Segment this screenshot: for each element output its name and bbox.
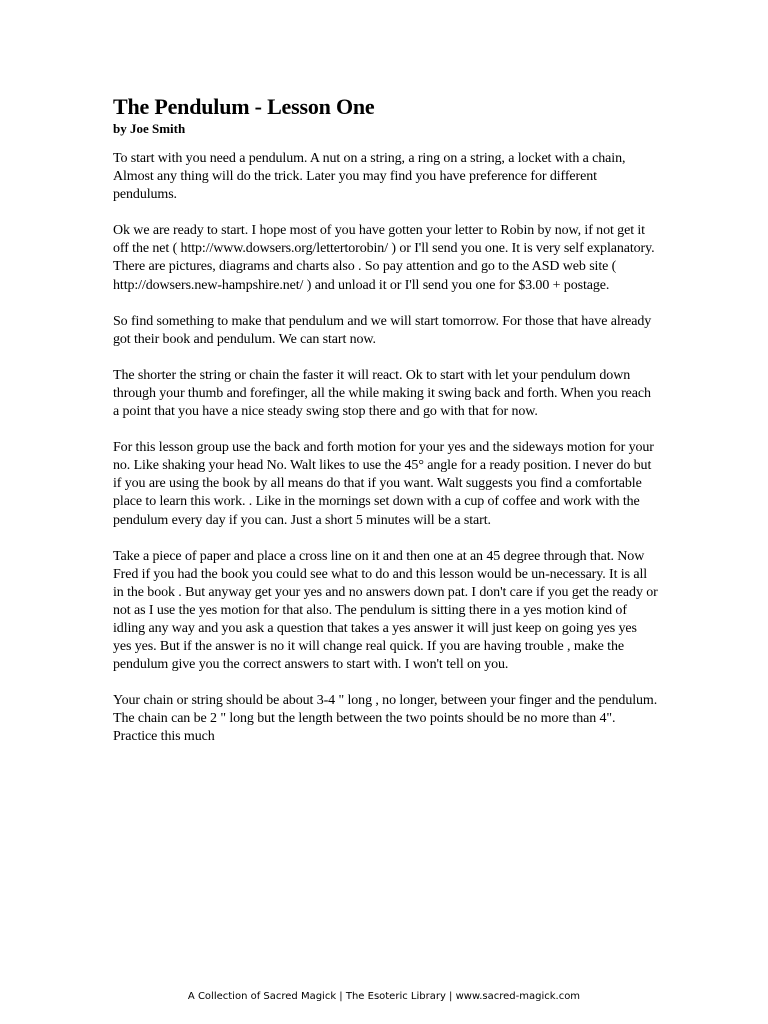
- paragraph-6: Take a piece of paper and place a cross line on it and then one at an 45 degree through that. Now Fred if you had the book you could see what to do and this lesson would be un-necessary. It is all in the book . But anyway get your yes and no answers down pat. I don't care if you get the ready or not as I use the yes motion for that also. The pendulum is sitting there in a yes motion kind of idling any way and you ask a question that takes a yes answer it will just keep on going yes yes yes yes. But if the answer is no it will change real quick. If you are having trouble , make the pendulum give you the correct answers to start with. I won't tell on you.: [113, 548, 658, 673]
- author-byline: by Joe Smith: [113, 121, 186, 136]
- page-footer: A Collection of Sacred Magick | The Esoteric Library | www.sacred-magick.com: [187, 991, 581, 1002]
- page-title: The Pendulum - Lesson One: [113, 94, 375, 119]
- paragraph-4: The shorter the string or chain the faster it will react. Ok to start with let your pendulum down through your thumb and forefinger, all the while making it swing back and forth. When you reach a point that you have a nice steady swing stop there and go with that for now.: [113, 367, 651, 420]
- paragraph-2: Ok we are ready to start. I hope most of you have gotten your letter to Robin by now, if not get it off the net ( http://www.dowsers.org/lettertorobin/ ) or I'll send you one. It is very self explanatory. There are pictures, diagrams and charts also . So pay attention and go to the ASD web site ( http://dowsers.new-hampshire.net/ ) and unload it or I'll send you one for $3.00 + postage.: [113, 223, 655, 293]
- article-body: [113, 94, 658, 765]
- paragraph-3: So find something to make that pendulum and we will start tomorrow. For those that have already got their book and pendulum. We can start now.: [113, 313, 652, 347]
- paragraph-5: For this lesson group use the back and forth motion for your yes and the sideways motion for your no. Like shaking your head No. Walt likes to use the 45° angle for a ready position. I never do but if you are using the book by all means do that if you want. Walt suggests you find a comfortable place to learn this work. . Like in the mornings set down with a cup of coffee and work with the pendulum every day if you can. Just a short 5 minutes will be a start.: [113, 440, 654, 528]
- paragraph-1: To start with you need a pendulum. A nut on a string, a ring on a string, a locket with a chain, Almost any thing will do the trick. Later you may find you have preference for different pendulums.: [113, 151, 626, 203]
- paragraph-7: Your chain or string should be about 3-4 " long , no longer, between your finger and the pendulum. The chain can be 2 " long but the length between the two points should be no more than 4". Practice this much: [113, 693, 658, 745]
